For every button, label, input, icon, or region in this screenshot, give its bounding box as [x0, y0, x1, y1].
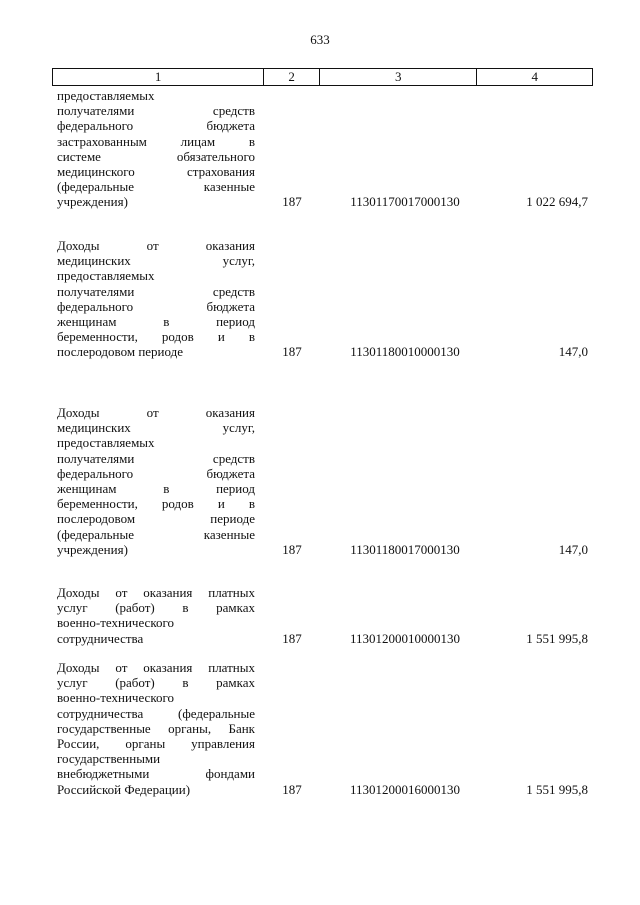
description-line: федерального бюджета	[57, 118, 255, 134]
description-line: Доходы от оказания платных	[57, 660, 255, 675]
description-line: предоставляемых	[57, 435, 155, 451]
header-col-4: 4	[531, 69, 538, 84]
description-line: беременности, родов и в	[57, 496, 255, 512]
description-line: послеродовом периоде	[57, 344, 184, 360]
table-header-row	[52, 68, 593, 86]
description-line: Доходы от оказания платных	[57, 585, 255, 600]
description-line: государственными	[57, 751, 161, 767]
row-description	[57, 585, 255, 646]
description-line: медицинских услуг,	[57, 253, 255, 269]
description-line: сотрудничества	[57, 630, 144, 646]
description-line: получателями средств	[57, 283, 255, 299]
description-line: предоставляемых	[57, 88, 155, 103]
row-description	[57, 660, 255, 797]
amount-cell: 1 551 995,8	[526, 630, 588, 646]
header-col-2: 2	[264, 69, 320, 85]
description-line: системе обязательного	[57, 148, 255, 164]
description-line: услуг (работ) в рамках	[57, 675, 255, 691]
row-description	[57, 405, 255, 557]
admin-code-cell: 187	[282, 541, 302, 557]
row-description	[57, 238, 255, 360]
classification-code-cell: 11301180017000130	[350, 541, 460, 557]
description-line: предоставляемых	[57, 268, 155, 284]
description-line: медицинского страхования	[57, 164, 255, 180]
description-line: Доходы от оказания	[57, 238, 255, 253]
description-line: учреждения)	[57, 541, 128, 557]
admin-code-cell: 187	[282, 344, 302, 360]
description-line: государственные органы, Банк	[57, 720, 255, 736]
description-line: учреждения)	[57, 194, 128, 210]
description-line: женщинам в период	[57, 481, 255, 497]
admin-code-cell: 187	[282, 630, 302, 646]
description-line: военно-технического	[57, 690, 174, 706]
description-line: (федеральные казенные	[57, 179, 255, 195]
header-col-1: 1	[53, 69, 264, 85]
description-line: федерального бюджета	[57, 298, 255, 314]
amount-cell: 1 551 995,8	[526, 781, 588, 797]
admin-code-cell: 187	[282, 781, 302, 797]
header-col-3: 3	[320, 69, 477, 85]
amount-cell: 147,0	[558, 541, 588, 557]
description-line: получателями средств	[57, 103, 255, 119]
amount-cell: 1 022 694,7	[526, 194, 588, 210]
description-line: Доходы от оказания	[57, 405, 255, 420]
description-line: женщинам в период	[57, 314, 255, 330]
description-line: сотрудничества (федеральные	[57, 705, 255, 721]
classification-code-cell: 11301200010000130	[349, 630, 461, 646]
page-number: 633	[310, 32, 330, 47]
amount-cell: 147,0	[558, 344, 588, 360]
row-description	[57, 88, 255, 210]
description-line: медицинских услуг,	[57, 420, 255, 436]
classification-code-cell: 11301170017000130	[350, 194, 460, 210]
classification-code-cell: 11301180010000130	[350, 344, 460, 360]
description-line: федерального бюджета	[57, 465, 255, 481]
admin-code-cell: 187	[282, 194, 302, 210]
classification-code-cell: 11301200016000130	[349, 781, 461, 797]
description-line: России, органы управления	[57, 736, 255, 752]
description-line: получателями средств	[57, 450, 255, 466]
description-line: Российской Федерации)	[57, 781, 191, 797]
description-line: внебюджетными фондами	[57, 766, 255, 782]
description-line: беременности, родов и в	[57, 329, 255, 345]
description-line: (федеральные казенные	[57, 526, 255, 542]
description-line: военно-технического	[57, 615, 174, 631]
description-line: послеродовом периоде	[57, 511, 255, 527]
description-line: услуг (работ) в рамках	[57, 600, 255, 616]
description-line: застрахованным лицам в	[57, 133, 255, 149]
